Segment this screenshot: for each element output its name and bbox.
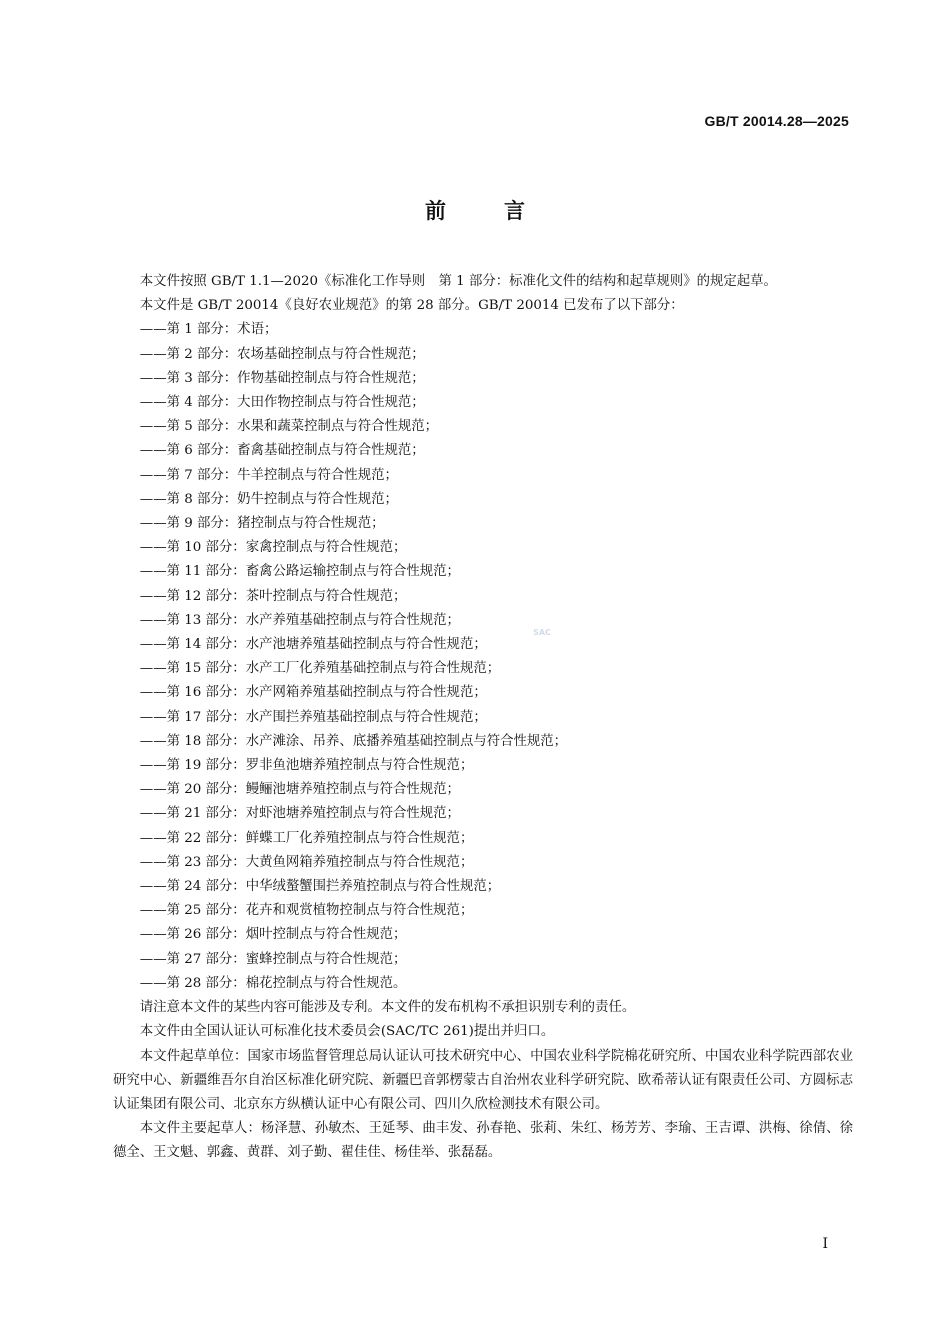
list-item: ——第 25 部分：花卉和观赏植物控制点与符合性规范； [139, 903, 474, 919]
standard-code: GB/T 20014.28—2025 [704, 113, 849, 129]
list-item: ——第 14 部分：水产池塘养殖基础控制点与符合性规范； [139, 637, 487, 653]
list-item: ——第 20 部分：鳗鲡池塘养殖控制点与符合性规范； [139, 782, 460, 798]
list-item: ——第 2 部分：农场基础控制点与符合性规范； [139, 346, 425, 362]
list-item: ——第 7 部分：牛羊控制点与符合性规范； [139, 467, 398, 483]
list-item: ——第 8 部分：奶牛控制点与符合性规范； [139, 491, 398, 507]
list-item: ——第 26 部分：烟叶控制点与符合性规范； [139, 927, 407, 943]
list-item: ——第 1 部分：术语； [139, 322, 278, 338]
list-item: ——第 27 部分：蜜蜂控制点与符合性规范； [139, 951, 407, 967]
document-body [113, 270, 853, 1166]
list-item: ——第 24 部分：中华绒螯蟹围拦养殖控制点与符合性规范； [139, 879, 501, 895]
drafting-units: 本文件起草单位：国家市场监督管理总局认证认可技术研究中心、中国农业科学院棉花研究所、中国农业科学院西部农业研究中心、新疆维吾尔自治区标准化研究院、新疆巴音郭楞蒙古自治州农业科学研究院、欧希蒂认证有限责任公司、方圆标志认证集团有限公司、北京东方纵横认证中心有限公司、四川久欣检测技术有限公司。 [113, 1048, 853, 1112]
list-item: ——第 16 部分：水产网箱养殖基础控制点与符合性规范； [139, 685, 487, 701]
list-item: ——第 12 部分：茶叶控制点与符合性规范； [139, 588, 407, 604]
list-item: ——第 9 部分：猪控制点与符合性规范； [139, 516, 385, 532]
list-item: ——第 6 部分：畜禽基础控制点与符合性规范； [139, 443, 425, 459]
list-item: ——第 10 部分：家禽控制点与符合性规范； [139, 540, 407, 556]
drafters: 本文件主要起草人：杨泽慧、孙敏杰、王延琴、曲丰发、孙春艳、张莉、朱红、杨芳芳、李瑜、王吉谭、洪梅、徐倩、徐德全、王文魁、郭鑫、黄群、刘子勤、翟佳佳、杨佳举、张磊磊。 [113, 1121, 853, 1161]
list-item: ——第 18 部分：水产滩涂、吊养、底播养殖基础控制点与符合性规范； [139, 733, 568, 749]
page-title: 前言 [425, 199, 583, 223]
list-item: ——第 19 部分：罗非鱼池塘养殖控制点与符合性规范； [139, 758, 474, 774]
sac-watermark: SAC [533, 627, 551, 637]
list-item: ——第 5 部分：水果和蔬菜控制点与符合性规范； [139, 419, 439, 435]
list-item: ——第 11 部分：畜禽公路运输控制点与符合性规范； [139, 564, 460, 580]
list-item: ——第 21 部分：对虾池塘养殖控制点与符合性规范； [139, 806, 460, 822]
patent-notice: 请注意本文件的某些内容可能涉及专利。本文件的发布机构不承担识别专利的责任。 [139, 1000, 636, 1016]
list-item: ——第 23 部分：大黄鱼网箱养殖控制点与符合性规范； [139, 854, 474, 870]
list-item: ——第 13 部分：水产养殖基础控制点与符合性规范； [139, 612, 460, 628]
list-item: ——第 28 部分：棉花控制点与符合性规范。 [139, 975, 407, 991]
list-item: ——第 4 部分：大田作物控制点与符合性规范； [139, 395, 425, 411]
list-item: ——第 22 部分：鲜蝶工厂化养殖控制点与符合性规范； [139, 830, 474, 846]
list-item: ——第 15 部分：水产工厂化养殖基础控制点与符合性规范； [139, 661, 501, 677]
intro-paragraph-2: 本文件是 GB/T 20014《良好农业规范》的第 28 部分。GB/T 20014 已发布了以下部分： [139, 298, 684, 314]
intro-paragraph-1: 本文件按照 GB/T 1.1—2020《标准化工作导则 第 1 部分：标准化文件的结构和起草规则》的规定起草。 [139, 274, 777, 289]
page-number: I [822, 1236, 828, 1252]
list-item: ——第 3 部分：作物基础控制点与符合性规范； [139, 370, 425, 386]
list-item: ——第 17 部分：水产围拦养殖基础控制点与符合性规范； [139, 709, 487, 725]
parts-list [113, 318, 853, 996]
proposer-statement: 本文件由全国认证认可标准化技术委员会(SAC/TC 261)提出并归口。 [139, 1024, 555, 1040]
